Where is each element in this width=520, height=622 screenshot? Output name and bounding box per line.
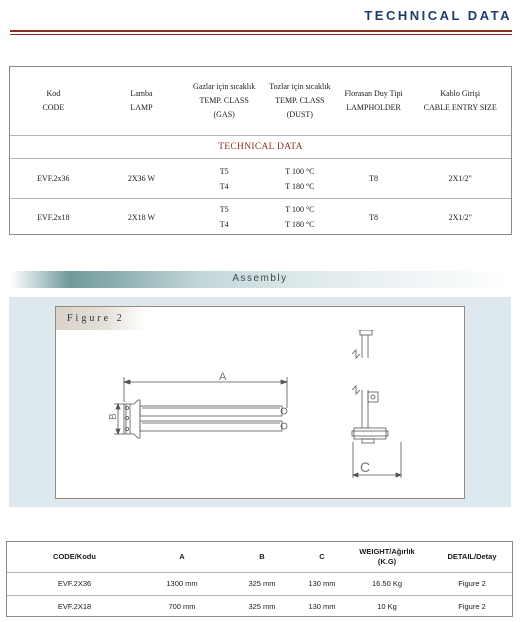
header-line: LAMPHOLDER (346, 103, 401, 112)
table-row (7, 596, 512, 617)
header-line: Florasan Duy Tipi (344, 89, 403, 98)
cell-code: EVF.2X18 (57, 601, 92, 611)
header-line: (K.G) (377, 557, 397, 566)
column-header-cable-entry (409, 67, 511, 135)
temp-class-value: T5 (219, 166, 229, 176)
column-header-c: C (319, 552, 325, 561)
column-header-temp-dust (262, 67, 338, 135)
cell-b: 325 mm (248, 579, 276, 588)
column-header-temp-gas (186, 67, 262, 135)
header-line: Kablo Girişi (440, 89, 481, 98)
cell-lamp: 2X18 W (127, 212, 156, 222)
technical-drawing (56, 330, 464, 498)
cell-b: 325 mm (248, 601, 276, 611)
cell-code: EVF.2X36 (57, 579, 92, 588)
column-header-lamp (97, 67, 187, 135)
temp-class-value: T5 (219, 205, 229, 214)
header-divider (10, 30, 512, 32)
header-line: TEMP. CLASS (275, 96, 325, 105)
dimension-c-label: C (360, 459, 371, 475)
cell-cable-entry: 2X1/2" (448, 212, 472, 222)
header-line: (DUST) (286, 110, 313, 119)
cell-lampholder: T8 (369, 174, 378, 183)
fixture-side-view (352, 330, 388, 443)
fixture-front-view (124, 400, 287, 438)
header-line: Kod (46, 89, 61, 98)
column-header-lampholder (338, 67, 410, 135)
column-header-code (10, 67, 97, 135)
table-row (10, 199, 511, 235)
figure-label: Figure 2 (67, 313, 125, 324)
cell-detail: Figure 2 (458, 601, 486, 611)
technical-data-table (9, 66, 512, 235)
cell-code: EVF.2x36 (37, 174, 70, 183)
column-header-a: A (179, 552, 185, 561)
cell-cable-entry: 2X1/2" (448, 174, 472, 183)
assembly-title: Assembly (232, 273, 288, 284)
header-line: Lamba (130, 89, 153, 98)
header-line: Tozlar için sıcaklık (269, 82, 331, 91)
cell-weight: 16.50 Kg (371, 579, 403, 588)
table-row (7, 573, 512, 596)
temp-dust-value: T 180 °C (285, 181, 315, 191)
table-header-row (10, 67, 511, 136)
temp-dust-value: T 180 °C (285, 220, 315, 229)
dimensions-table (6, 541, 513, 617)
section-title: TECHNICAL DATA (218, 142, 303, 152)
cell-temp-gas (186, 159, 262, 198)
cell-code: EVF.2x18 (37, 212, 70, 222)
dimension-a-line (124, 377, 287, 408)
column-header-code: CODE/Kodu (53, 552, 96, 561)
page-title: TECHNICAL DATA (364, 8, 512, 23)
header-divider-thin (10, 34, 512, 35)
header-line: (GAS) (213, 110, 235, 119)
cell-lampholder: T8 (369, 212, 378, 222)
header-line: Gazlar için sıcaklık (193, 82, 256, 91)
cell-weight: 10 Kg (377, 601, 397, 611)
header-line: CABLE ENTRY SIZE (423, 103, 497, 112)
temp-dust-value: T 100 °C (285, 205, 315, 214)
table-header-row (7, 542, 512, 573)
dimension-b-label: B (108, 413, 119, 420)
column-header-b: B (259, 552, 265, 561)
temp-class-value: T4 (219, 220, 229, 229)
header-line: LAMP (130, 103, 153, 112)
cell-a: 700 mm (168, 601, 196, 611)
cell-c: 130 mm (308, 579, 336, 588)
cell-lamp: 2X36 W (127, 174, 156, 183)
temp-class-value: T4 (219, 181, 229, 191)
header-line: CODE (42, 103, 65, 112)
table-row (10, 159, 511, 199)
column-header-weight (342, 542, 432, 572)
cell-temp-dust (262, 159, 338, 198)
temp-dust-value: T 100 °C (285, 166, 315, 176)
cell-c: 130 mm (308, 601, 336, 611)
header-line: WEIGHT/Ağırlık (359, 547, 415, 556)
cell-temp-gas (186, 199, 262, 235)
cell-temp-dust (262, 199, 338, 235)
table-section-row (10, 136, 511, 159)
cell-detail: Figure 2 (458, 579, 486, 588)
column-header-detail: DETAIL/Detay (447, 552, 497, 561)
dimension-a-label: A (219, 371, 227, 383)
header-line: TEMP. CLASS (199, 96, 249, 105)
cell-a: 1300 mm (166, 579, 198, 588)
